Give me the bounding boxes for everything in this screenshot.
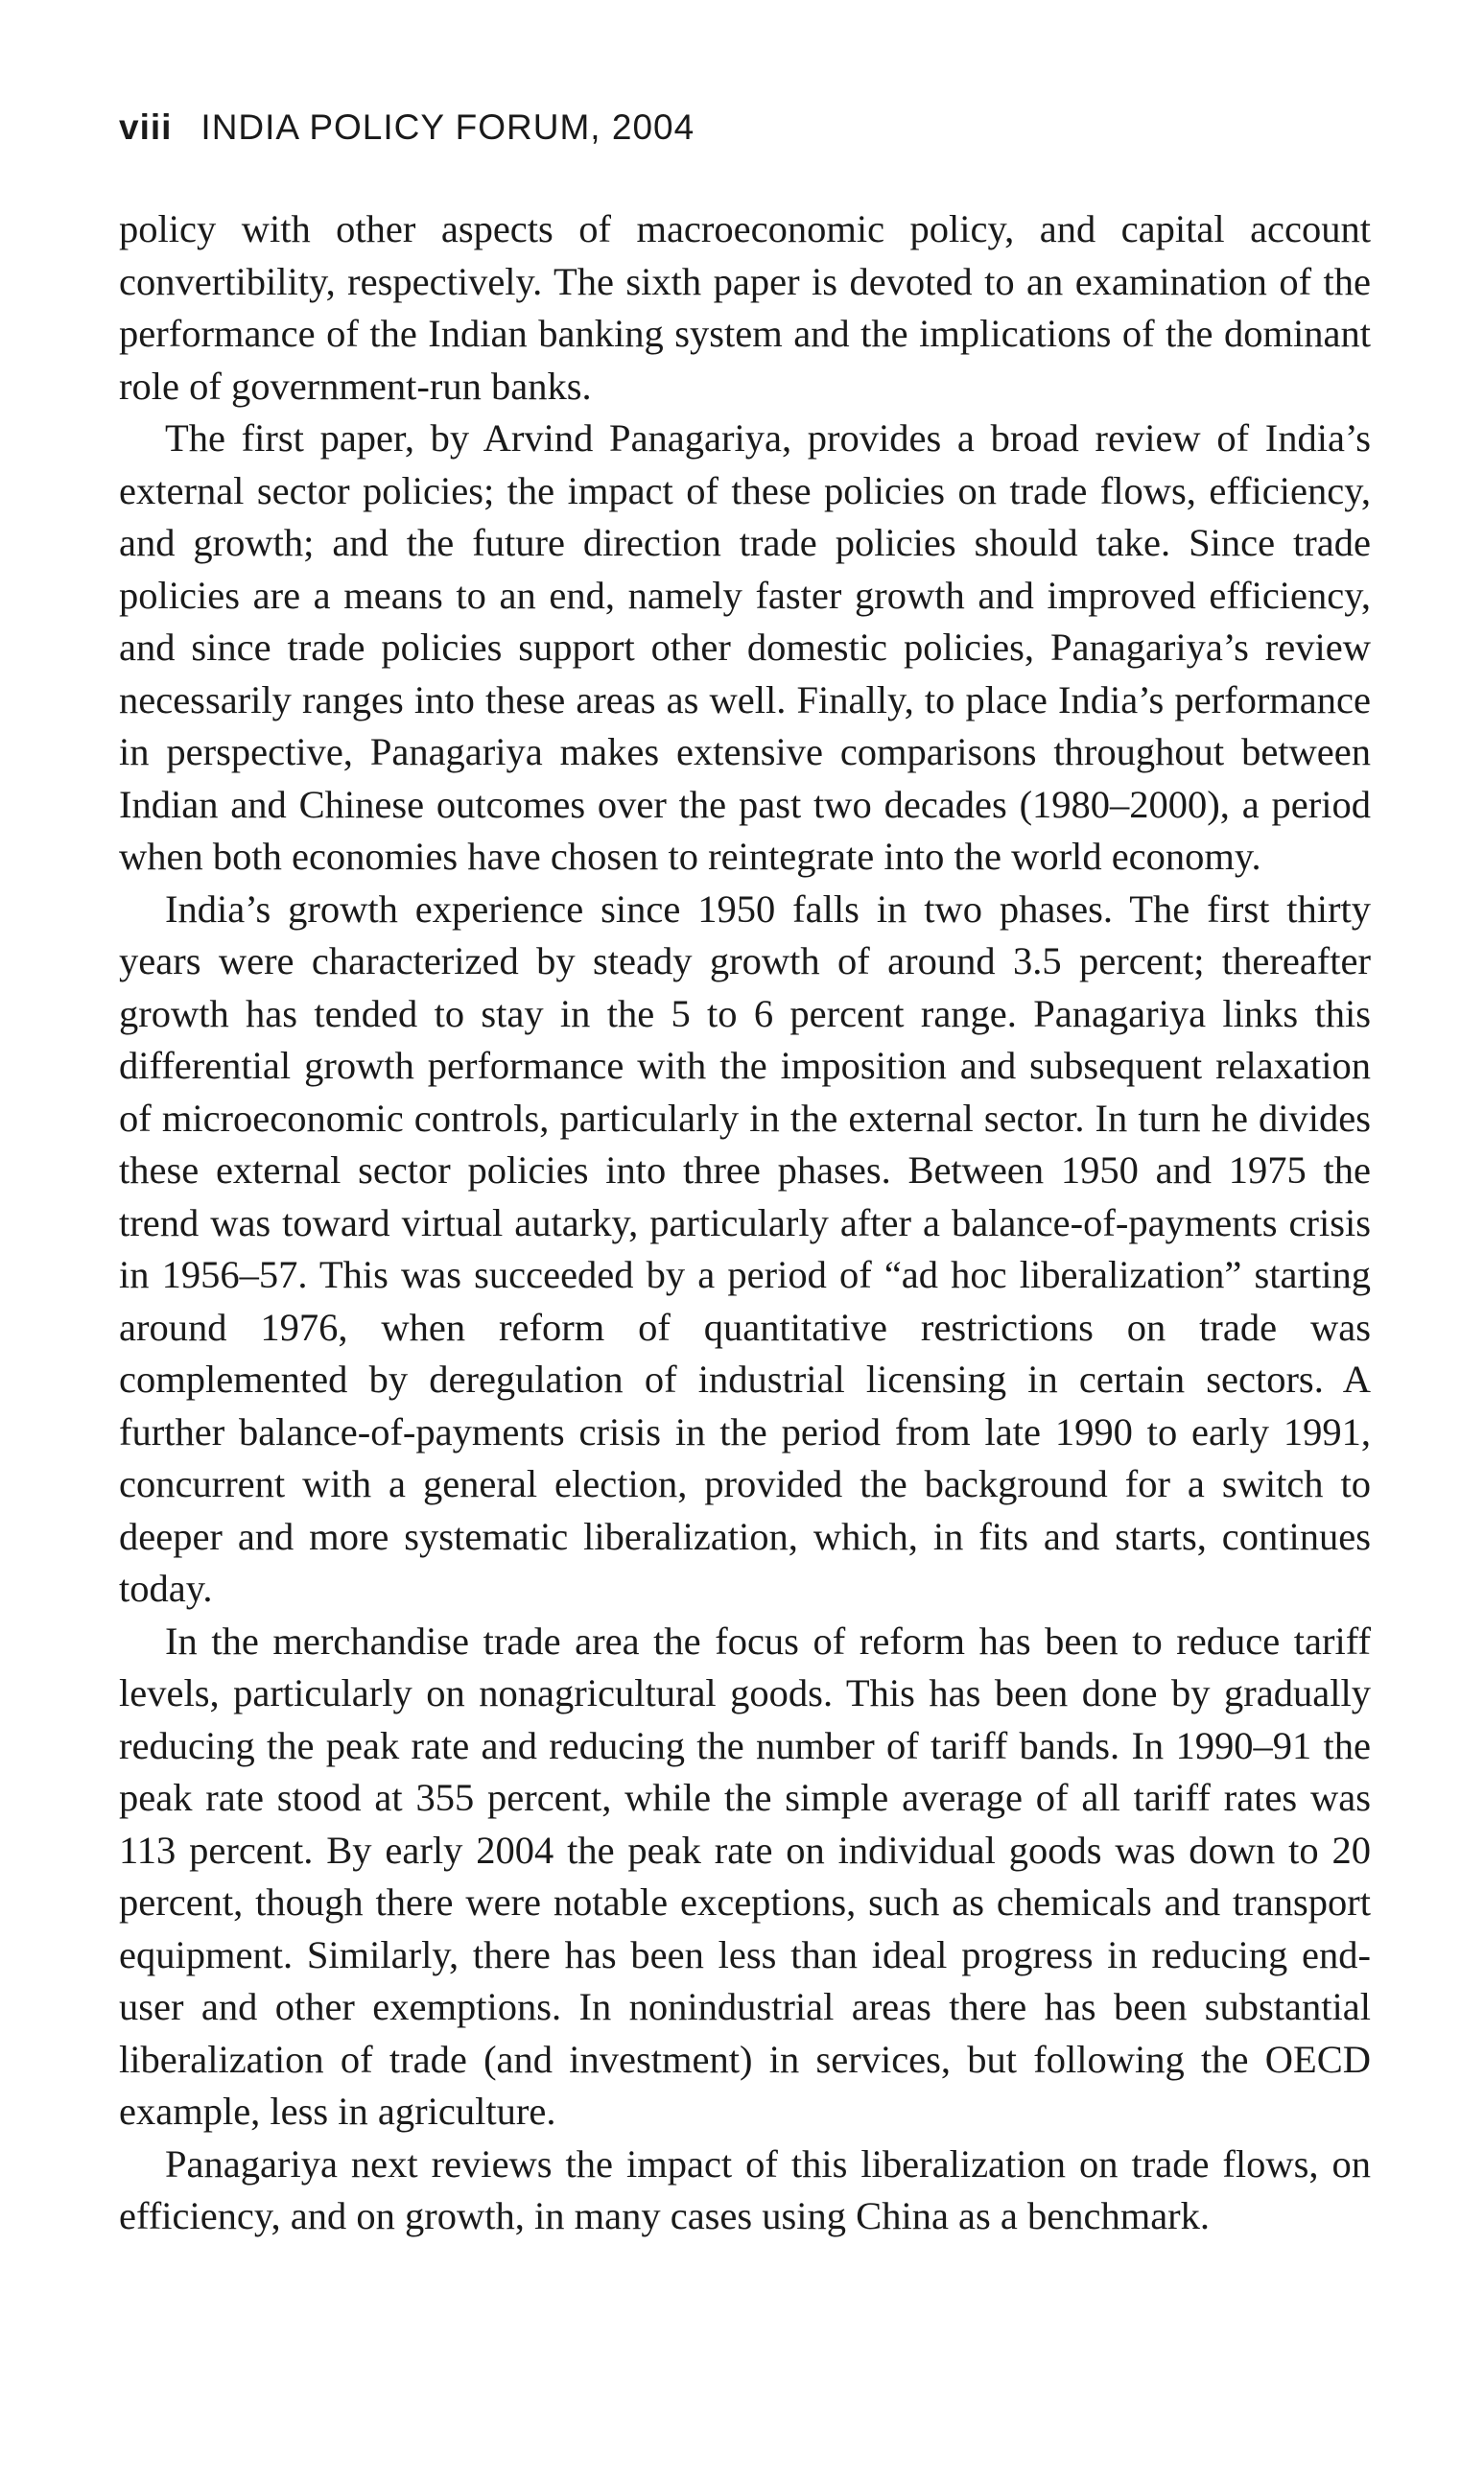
paragraph-3: India’s growth experience since 1950 falls in two phases. The first thirty years were characterized by steady growth of around 3.5 percent; thereafter growth has tended to stay in the 5 to 6 percent range. Panagariya links this differential growth performance with the imposition and subsequent relaxation of microeconomic controls, particularly in the external sector. In turn he divides these external sector policies into three phases. Between 1950 and 1975 the trend was toward virtual autarky, particularly after a balance-of-payments crisis in 1956–57. This was succeeded by a period of “ad hoc liberalization” starting around 1976, when reform of quantitative restrictions on trade was complemented by deregulation of industrial licensing in certain sectors. A further balance-of-payments crisis in the period from late 1990 to early 1991, concurrent with a general election, provided the background for a switch to deeper and more systematic liberalization, which, in fits and starts, continues today. [119, 886, 1371, 1610]
paragraph-2: The first paper, by Arvind Panagariya, provides a broad review of India’s external sector policies; the impact of these policies on trade flows, efficiency, and growth; and the future direction trade policies should take. Since trade policies are a means to an end, namely faster growth and improved efficiency, and since trade policies support other domestic policies, Panagariya’s review necessarily ranges into these areas as well. Finally, to place India’s performance in perspective, Panagariya makes extensive comparisons throughout between Indian and Chinese outcomes over the past two decades (1980–2000), a period when both economies have chosen to reintegrate into the world economy. [119, 416, 1371, 878]
paragraph-4: In the merchandise trade area the focus of reform has been to reduce tariff levels, particularly on nonagricultural goods. This has been done by gradually reducing the peak rate and reducing the number of tariff bands. In 1990–91 the peak rate stood at 355 percent, while the simple average of all tariff rates was 113 percent. By early 2004 the peak rate on individual goods was down to 20 percent, though there were notable exceptions, such as chemicals and transport equipment. Similarly, there has been less than ideal progress in reducing end-user and other exemptions. In nonindustrial areas there has been substantial liberalization of trade (and investment) in services, but following the OECD example, less in agriculture. [119, 1619, 1371, 2133]
running-head [119, 107, 695, 148]
page-number: viii [119, 107, 173, 147]
paragraph-1-continued: policy with other aspects of macroeconomic policy, and capital account convertibility, respectively. The sixth paper is devoted to an examination of the performance of the Indian banking system and the implications of the dominant role of government-run banks. [119, 207, 1371, 408]
running-title: INDIA POLICY FORUM, 2004 [200, 107, 695, 147]
body-text [119, 203, 1371, 2243]
paragraph-5: Panagariya next reviews the impact of this liberalization on trade flows, on efficiency, and on growth, in many cases using China as a benchmark. [119, 2141, 1371, 2237]
